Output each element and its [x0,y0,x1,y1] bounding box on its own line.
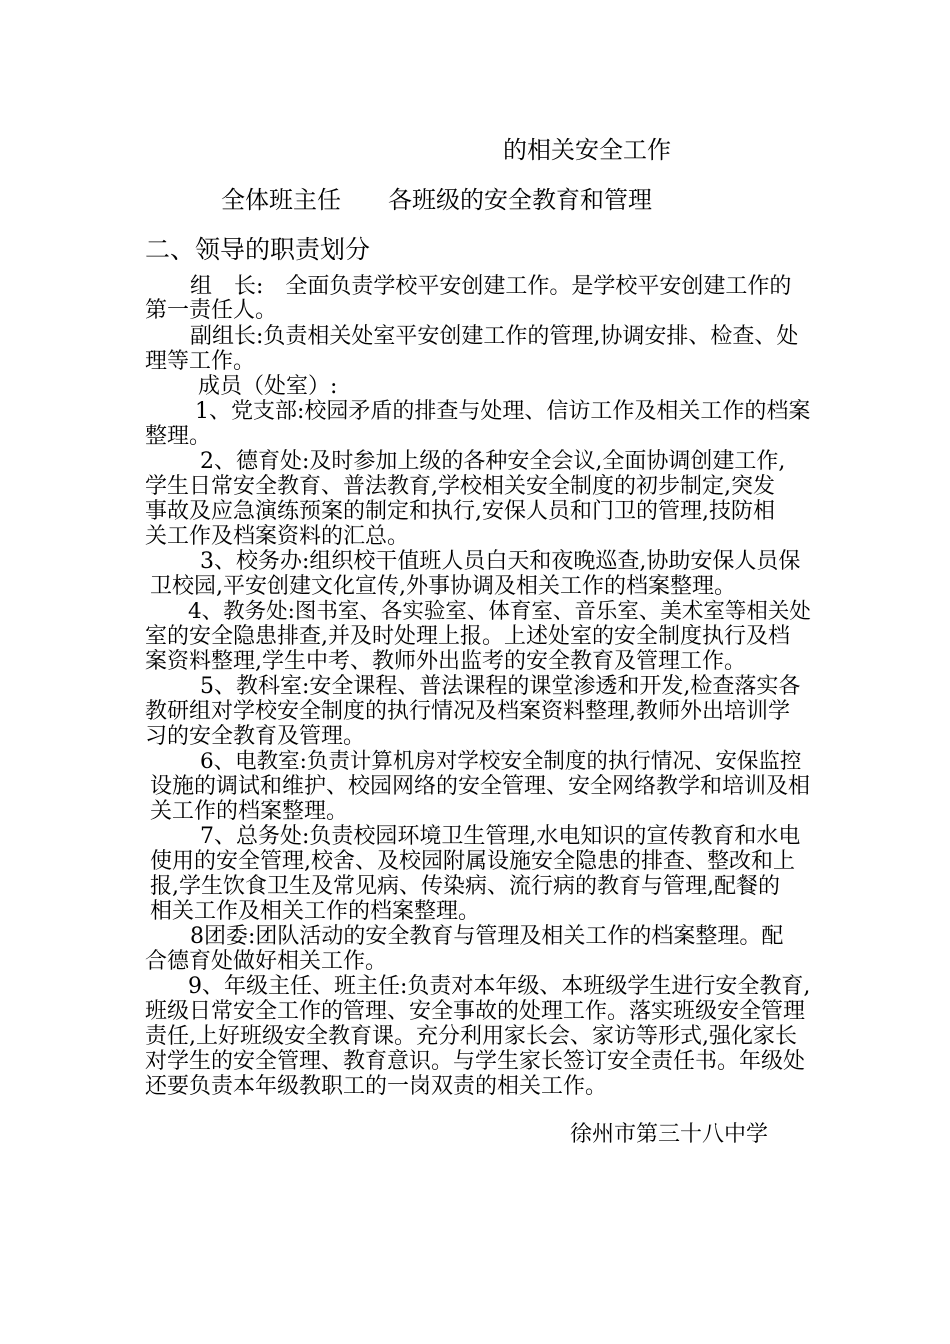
paragraph-line: 相关工作及相关工作的档案整理。 [150,899,481,924]
paragraph-line: 1、党支部:校园矛盾的排查与处理、信访工作及相关工作的档案 [195,399,811,424]
paragraph-line: 5、教科室:安全课程、普法课程的课堂渗透和开发,检查落实各 [200,674,801,699]
paragraph-line: 设施的调试和维护、校园网络的安全管理、安全网络教学和培训及相 [150,774,811,799]
paragraph-line: 第一责任人。 [145,298,278,323]
paragraph-line: 组 长: 全面负责学校平安创建工作。是学校平安创建工作的 [190,274,792,299]
table-continuation-text: 的相关安全工作 [503,136,671,164]
table-row-role: 全体班主任 [221,186,341,214]
paragraph-line: 对学生的安全管理、教育意识。与学生家长签订安全责任书。年级处 [145,1049,806,1074]
paragraph-line: 合德育处做好相关工作。 [145,949,388,974]
paragraph-line: 整理。 [145,424,212,449]
paragraph-line: 事故及应急演练预案的制定和执行,安保人员和门卫的管理,技防相 [145,499,775,524]
paragraph-line: 2、德育处:及时参加上级的各种安全会议,全面协调创建工作, [200,449,786,474]
paragraph-line: 卫校园,平安创建文化宣传,外事协调及相关工作的档案整理。 [150,574,736,599]
paragraph-line: 还要负责本年级教职工的一岗双责的相关工作。 [145,1074,608,1099]
paragraph-line: 责任,上好班级安全教育课。充分利用家长会、家访等形式,强化家长 [145,1024,797,1049]
paragraph-line: 6、电教室:负责计算机房对学校安全制度的执行情况、安保监控 [200,749,802,774]
paragraph-line: 使用的安全管理,校舍、及校园附属设施安全隐患的排查、整改和上 [150,849,795,874]
paragraph-line: 副组长:负责相关处室平安创建工作的管理,协调安排、检查、处 [190,324,799,349]
paragraph-line: 班级日常安全工作的管理、安全事故的处理工作。落实班级安全管理 [145,999,806,1024]
paragraph-line: 关工作及档案资料的汇总。 [145,524,410,549]
table-row-duty: 各班级的安全教育和管理 [388,186,652,214]
paragraph-line: 室的安全隐患排查,并及时处理上报。上述处室的安全制度执行及档 [145,624,790,649]
paragraph-line: 学生日常安全教育、普法教育,学校相关安全制度的初步制定,突发 [145,474,775,499]
paragraph-line: 7、总务处:负责校园环境卫生管理,水电知识的宣传教育和水电 [200,824,801,849]
paragraph-line: 关工作的档案整理。 [150,799,349,824]
paragraph-line: 4、教务处:图书室、各实验室、体育室、音乐室、美术室等相关处 [188,599,811,624]
paragraph-line: 习的安全教育及管理。 [145,724,366,749]
paragraph-line: 8团委:团队活动的安全教育与管理及相关工作的档案整理。配 [190,924,784,949]
school-signature: 徐州市第三十八中学 [570,1122,769,1147]
paragraph-line: 理等工作。 [145,349,256,374]
paragraph-line: 成员（处室）: [198,374,338,399]
paragraph-line: 9、年级主任、班主任:负责对本年级、本班级学生进行安全教育, [188,974,811,999]
paragraph-line: 案资料整理,学生中考、教师外出监考的安全教育及管理工作。 [145,649,746,674]
paragraph-line: 报,学生饮食卫生及常见病、传染病、流行病的教育与管理,配餐的 [150,874,780,899]
paragraph-line: 教研组对学校安全制度的执行情况及档案资料整理,教师外出培训学 [145,699,790,724]
paragraph-line: 3、校务办:组织校干值班人员白天和夜晚巡查,协助安保人员保 [200,549,801,574]
section-heading: 二、领导的职责划分 [145,235,371,264]
